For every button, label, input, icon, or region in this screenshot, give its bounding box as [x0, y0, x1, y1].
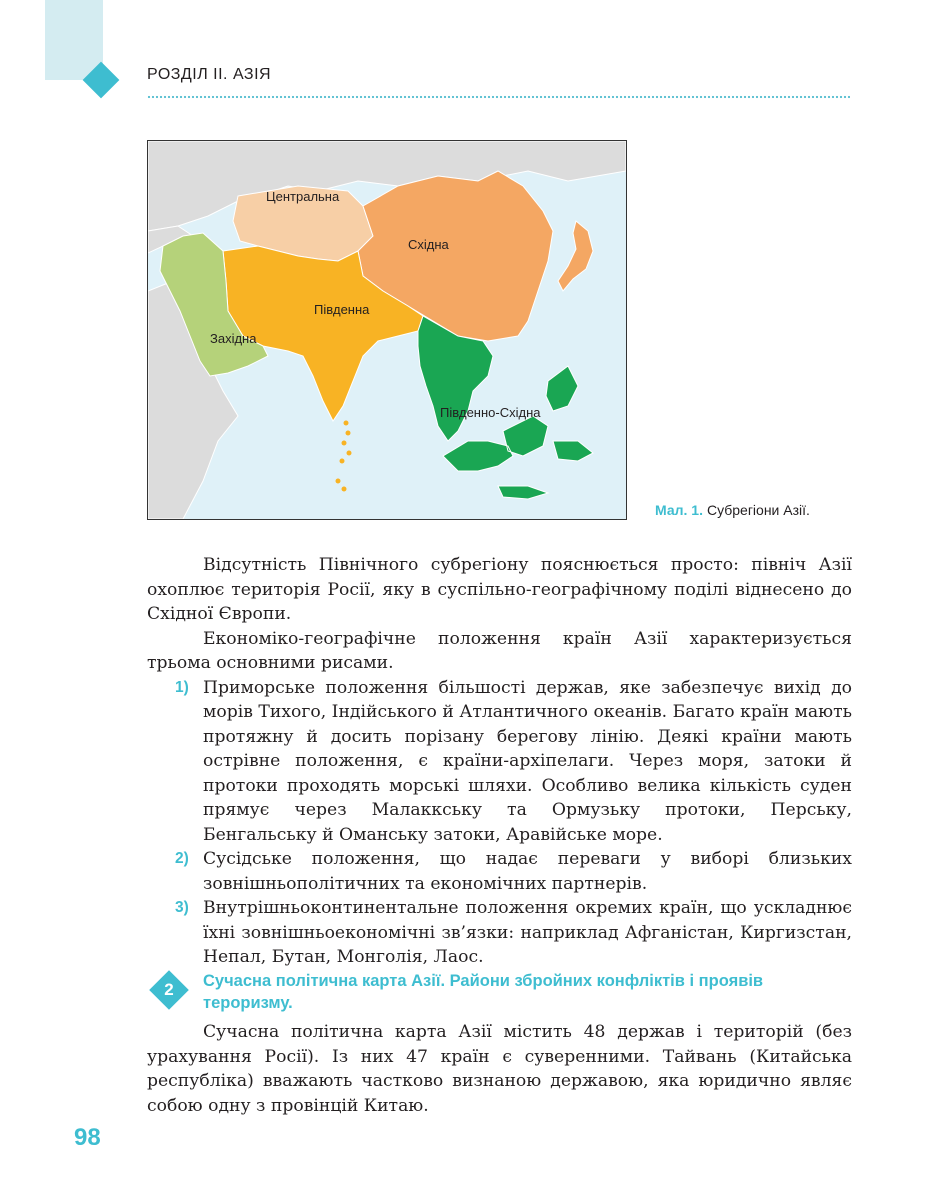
paragraph-1: Відсутність Північного субрегіону пояснюється просто: північ Азії охоплює територія Росії, яку в суспільно-географічному поділі віднесено до Східної Європи.: [147, 555, 852, 624]
list-item: [147, 847, 852, 896]
map-region-east-japan: [558, 221, 593, 291]
figure-number: Мал. 1.: [655, 502, 703, 518]
features-list: [147, 676, 852, 970]
main-text: [147, 553, 852, 970]
list-item-number: 1): [175, 678, 189, 696]
section-title: РОЗДІЛ ІІ. АЗІЯ: [147, 66, 272, 83]
section-2-title: Сучасна політична карта Азії. Райони збройних конфліктів і проявів тероризму.: [203, 972, 764, 1012]
figure-caption: [655, 502, 810, 518]
section-2-heading: [147, 970, 852, 1014]
map-label-south: Південна: [314, 302, 370, 317]
list-item: [147, 896, 852, 970]
list-item-text: Сусідське положення, що надає переваги у виборі близьких зовнішньополітичних та економічних партнерів.: [203, 849, 852, 894]
figure-caption-text: Субрегіони Азії.: [706, 502, 810, 518]
subregions-map: [147, 140, 627, 520]
list-item-number: 2): [175, 850, 189, 867]
map-label-central: Центральна: [266, 189, 340, 204]
list-item: [147, 676, 852, 848]
list-item-text: Приморське положення більшості держав, яке забезпечує вихід до морів Тихого, Індійського й Атлантичного океанів. Багато країн мають протяжну й досить порізану берегову лінію. Деякі країни мають острівне положення, є країни-архіпелаги. Через моря, затоки й протоки проходять морські шляхи. Особливо велика кількість суден прямує через Малаккську та Ормузьку протоки, Перську, Бенгальську й Оманську затоки, Аравійське море.: [203, 677, 852, 845]
list-item-number: 3): [175, 899, 189, 916]
section-2-paragraph: Сучасна політична карта Азії містить 48 держав і територій (без урахування Росії). Із них 47 країн є суверенними. Тайвань (Китайська республіка) вважають частково визнаною державою, яка юридично являє собою одну з провінцій Китаю.: [147, 1022, 852, 1116]
paragraph-2: Економіко-географічне положення країн Азії характеризується трьома основними рисами.: [147, 628, 852, 673]
page-number: 98: [74, 1124, 101, 1151]
map-label-east: Східна: [408, 237, 449, 252]
header-divider: [147, 94, 850, 100]
section-2-number: 2: [164, 980, 174, 999]
map-label-southeast: Південно-Східна: [440, 405, 541, 420]
map-label-west: Західна: [210, 331, 257, 346]
map-maldives: [336, 421, 352, 492]
list-item-text: Внутрішньоконтинентальне положення окремих країн, що ускладнює їхні зовнішньоекономічні зв’язки: наприклад Афганістан, Киргизстан, Непал, Бутан, Монголія, Лаос.: [203, 898, 852, 967]
section-2-text: [147, 1020, 852, 1118]
